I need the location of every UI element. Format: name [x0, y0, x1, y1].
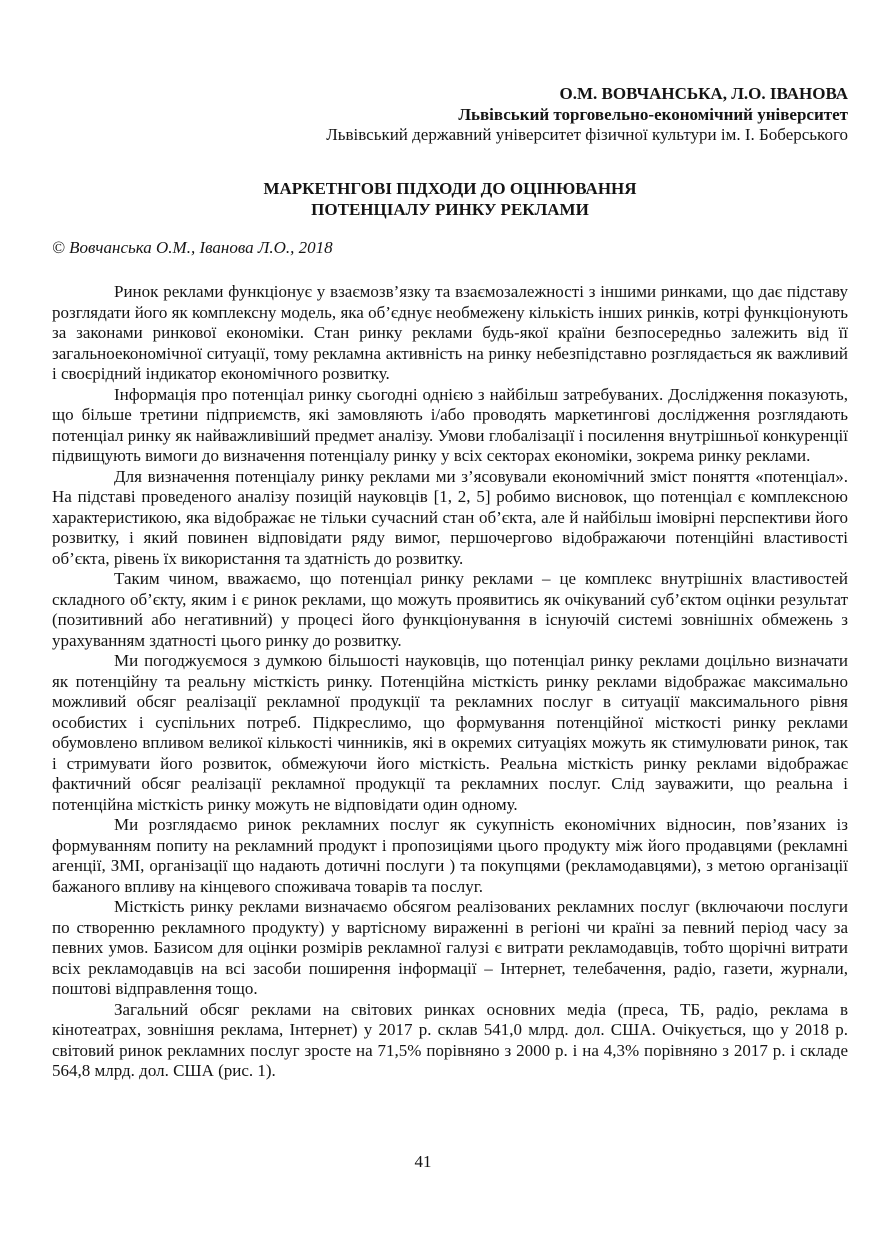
body-paragraph: Місткість ринку реклами визначаємо обсягом реалізованих рекламних послуг (включаючи послуги по створенню рекламного продукту) у вартісному вираженні в регіоні чи країні за певний період часу за певних умов. Базисом для оцінки розмірів рекламної галузі є витрати рекламодавців, тобто щорічні витрати всіх рекламодавців на всі засоби поширення інформації – Інтернет, телебачення, радіо, газети, журнали, поштові відправлення тощо. — [52, 897, 848, 998]
article-title — [52, 178, 848, 221]
article-body — [52, 282, 848, 1082]
body-paragraph: Інформація про потенціал ринку сьогодні однією з найбільш затребуваних. Дослідження показують, що більше третини підприємств, які замовляють і/або проводять маркетингові дослідження розглядають потенціал ринку як найважливіший предмет аналізу. Умови глобалізації і посилення внутрішньої конкуренції підвищують вимоги до визначення потенціалу ринку у всіх секторах економіки, зокрема ринку реклами. — [52, 384, 848, 465]
article-title-line-2: ПОТЕНЦІАЛУ РИНКУ РЕКЛАМИ — [311, 200, 589, 219]
body-paragraph: Для визначення потенціалу ринку реклами ми з’ясовували економічний зміст поняття «потенціал». На підставі проведеного аналізу позицій науковців [1, 2, 5] робимо висновок, що потенціал є комплексною характеристикою, яка відображає не тільки сучасний стан об’єкта, але й найбільш імовірні перспективи його розвитку, і який повинен відповідати ряду вимог, першочергово відображаючи потенційні властивості об’єкта, рівень їх використання та здатність до розвитку. — [52, 466, 848, 568]
affiliation-secondary: Львівський державний університет фізичної культури ім. І. Боберського — [326, 125, 848, 144]
copyright-line: © Вовчанська О.М., Іванова Л.О., 2018 — [52, 237, 333, 257]
page-number: 41 — [414, 1152, 432, 1171]
authors: О.М. ВОВЧАНСЬКА, Л.О. ІВАНОВА — [559, 84, 848, 103]
affiliation-primary: Львівський торговельно-економічний університет — [458, 104, 848, 124]
body-paragraph: Ринок реклами функціонує у взаємозв’язку та взаємозалежності з іншими ринками, що дає підставу розглядати його як комплексну модель, яка об’єднує необмежену кількість інших ринків, котрі функціонують за законами ринкової економіки. Стан ринку реклами будь-якої країни безпосередньо залежить від її загальноекономічної ситуації, тому рекламна активність на ринку небезпідставно розглядається як важливий і своєрідний індикатор економічного розвитку. — [52, 282, 848, 383]
body-paragraph: Таким чином, вважаємо, що потенціал ринку реклами – це комплекс внутрішніх властивостей складного об’єкту, яким і є ринок реклами, що можуть проявитись як очікуваний суб’єктом оцінки результат (позитивний або негативний) у процесі його функціонування в існуючій системі зовнішніх обмежень з урахуванням здатності цього ринку до розвитку. — [52, 569, 848, 650]
body-paragraph: Ми розглядаємо ринок рекламних послуг як сукупність економічних відносин, пов’язаних із формуванням попиту на рекламний продукт і пропозиціями цього продукту між його продавцями (рекламні агенції, ЗМІ, організації що надають дотичні послуги ) та покупцями (рекламодавцями), з метою організації бажаного впливу на кінцевого споживача товарів та послуг. — [52, 815, 848, 896]
body-paragraph: Загальний обсяг реклами на світових ринках основних медіа (преса, ТБ, радіо, реклама в кінотеатрах, зовнішня реклама, Інтернет) у 2017 р. склав 541,0 млрд. дол. США. Очікується, що у 2018 р. світовий ринок рекламних послуг зросте на 71,5% порівняно з 2000 р. і на 4,3% порівняно з 2017 р. і складе 564,8 млрд. дол. США (рис. 1). — [52, 999, 848, 1080]
body-paragraph: Ми погоджуємося з думкою більшості науковців, що потенціал ринку реклами доцільно визначати як потенційну та реальну місткість ринку. Потенційна місткість ринку реклами відображає максимально можливий обсяг реалізації рекламної продукції та рекламних послуг в ситуації максимального рівня особистих і суспільних потреб. Підкреслимо, що формування потенційної місткості ринку реклами обумовлено впливом великої кількості чинників, які в окремих ситуаціях можуть як стимулювати ринок, так і стримувати його розвиток, обмежуючи його місткість. Реальна місткість ринку реклами відображає фактичний обсяг реалізації рекламної продукції та рекламних послуг. Слід зауважити, що реальна і потенційна місткість ринку можуть не відповідати один одному. — [52, 651, 848, 814]
author-block — [52, 84, 848, 146]
article-title-line-1: МАРКЕТНГОВІ ПІДХОДИ ДО ОЦІНЮВАННЯ — [263, 178, 637, 198]
